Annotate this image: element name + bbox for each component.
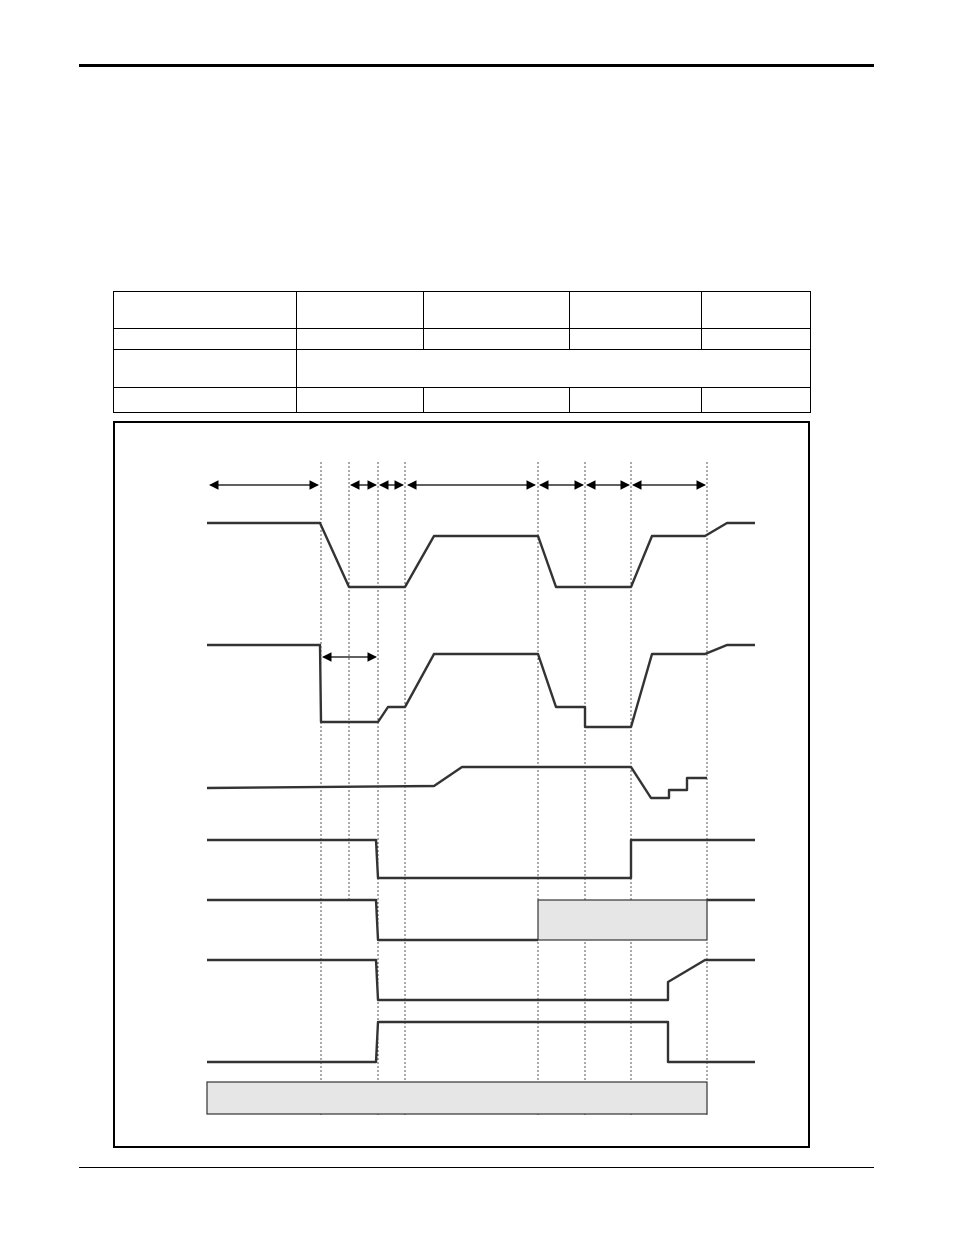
signal-trace-5 [207,900,538,940]
signal-trace-3 [207,767,707,798]
signal-trace-1 [207,523,755,587]
footer-rule [79,1167,874,1168]
shaded-region-signal-5 [538,900,707,940]
signal-trace-7 [207,1022,755,1062]
shaded-bottom-bar [207,1082,707,1114]
signal-trace-6 [207,960,755,1000]
signal-trace-4 [207,840,755,878]
phase-boundaries [321,462,707,1115]
signal-trace-2 [207,645,755,727]
signal-traces [207,523,755,1062]
